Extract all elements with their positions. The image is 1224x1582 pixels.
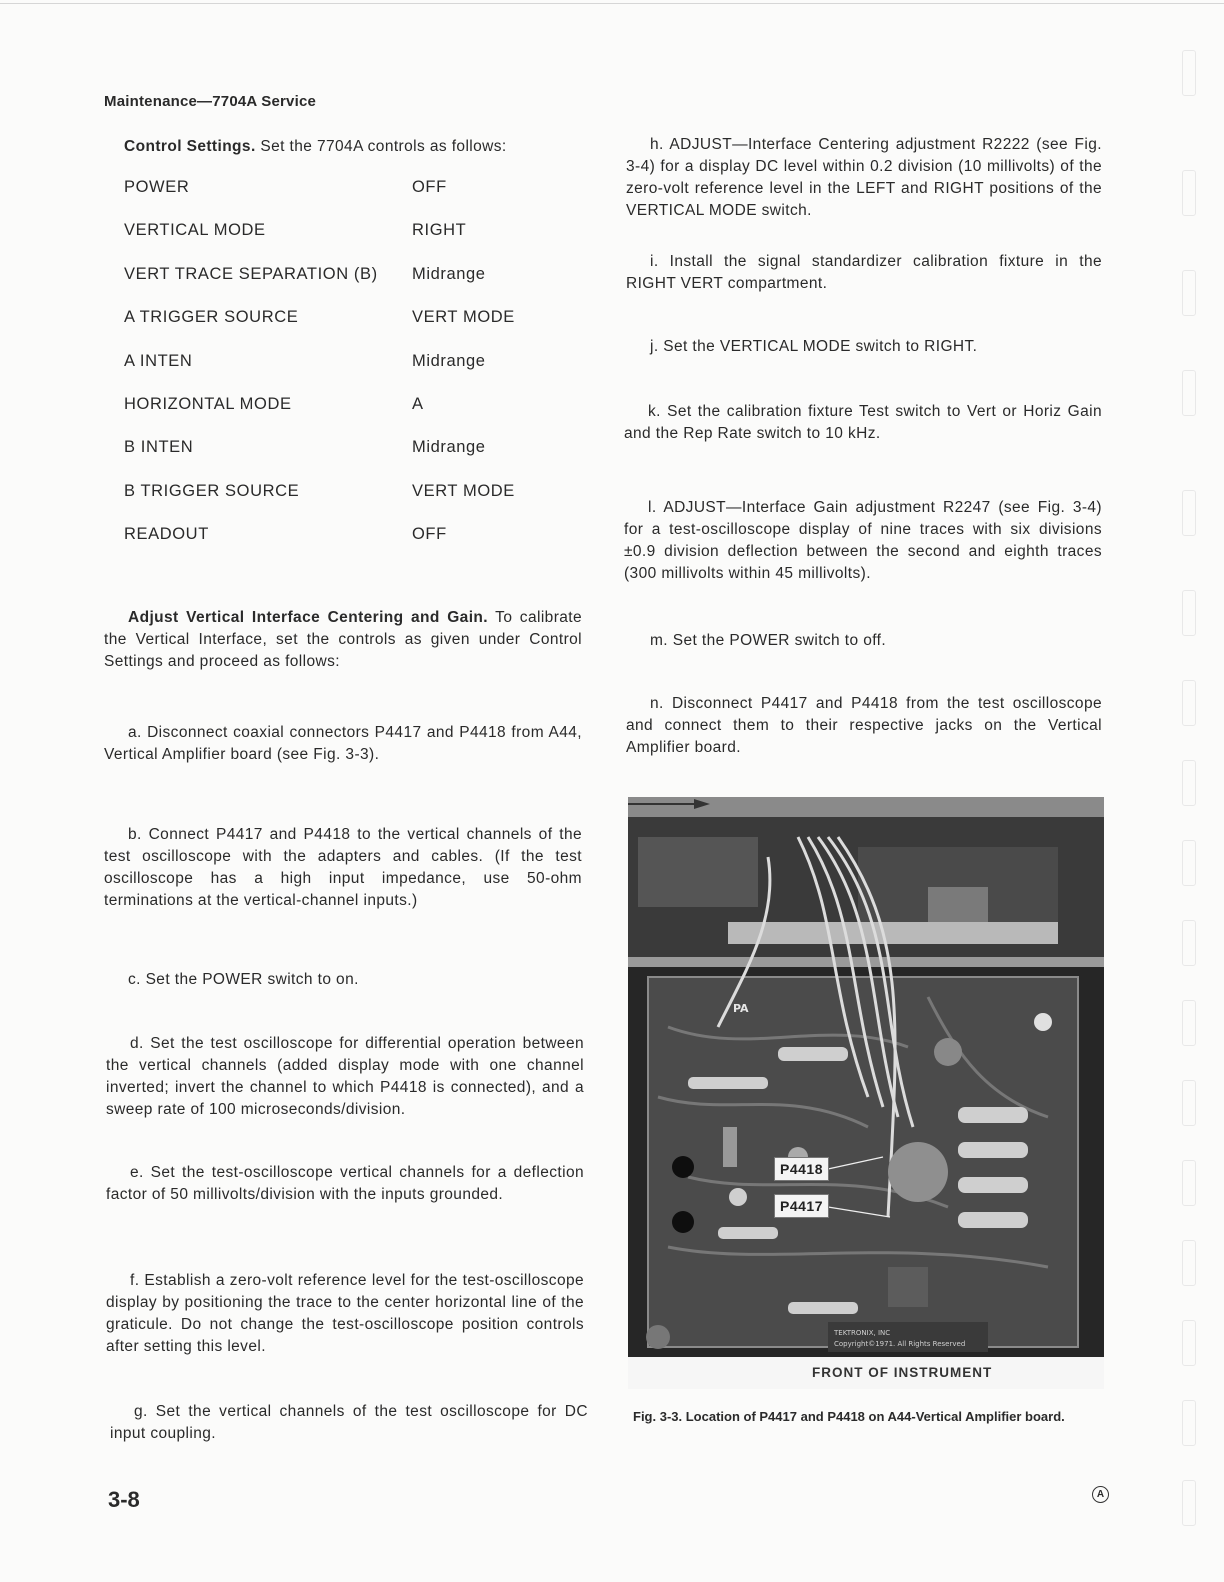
control-value: VERT MODE bbox=[412, 308, 515, 327]
settings-row bbox=[124, 178, 544, 221]
settings-row bbox=[124, 265, 544, 308]
settings-row bbox=[124, 482, 544, 525]
step-e: e. Set the test-oscilloscope vertical channels for a deflection factor of 50 millivolts/division with the inputs grounded. bbox=[106, 1164, 584, 1203]
revision-mark: A bbox=[1092, 1486, 1109, 1503]
control-name: A INTEN bbox=[124, 351, 193, 370]
control-value: A bbox=[412, 394, 424, 413]
label-p4417: P4417 bbox=[774, 1194, 829, 1218]
control-name: A TRIGGER SOURCE bbox=[124, 308, 299, 327]
arrow-right-icon bbox=[628, 797, 710, 811]
board-text-maker: TEKTRONIX, INC bbox=[834, 1329, 891, 1337]
step-m: m. Set the POWER switch to off. bbox=[650, 632, 887, 649]
step-b: b. Connect P4417 and P4418 to the vertical channels of the test oscilloscope with the adapters and cables. (If the test oscilloscope has a high input impedance, use 50-ohm terminations at the vertical-channel inputs.) bbox=[104, 826, 582, 909]
step-j: j. Set the VERTICAL MODE switch to RIGHT. bbox=[650, 338, 978, 355]
control-value: OFF bbox=[412, 525, 447, 544]
step-l: l. ADJUST—Interface Gain adjustment R2247 (see Fig. 3-4) for a test-oscilloscope display of nine traces with six divisions ±0.9 division deflection between the second and eighth traces (300 millivolts within 45 millivolts). bbox=[624, 499, 1102, 582]
settings-row bbox=[124, 308, 544, 351]
top-rule bbox=[0, 3, 1224, 4]
settings-row bbox=[124, 221, 544, 264]
control-value: VERT MODE bbox=[412, 481, 515, 500]
step-i: i. Install the signal standardizer calibration fixture in the RIGHT VERT compartment. bbox=[626, 253, 1102, 292]
control-value: Midrange bbox=[412, 438, 486, 457]
control-settings-intro bbox=[124, 136, 554, 158]
step-a: a. Disconnect coaxial connectors P4417 and P4418 from A44, Vertical Amplifier board (see Fig. 3-3). bbox=[104, 724, 582, 763]
adjust-paragraph bbox=[104, 607, 582, 673]
adjust-heading: Adjust Vertical Interface Centering and Gain. bbox=[128, 609, 488, 626]
step-n: n. Disconnect P4417 and P4418 from the test oscilloscope and connect them to their respective jacks on the Vertical Amplifier board. bbox=[626, 695, 1102, 756]
settings-row bbox=[124, 525, 544, 568]
control-value: OFF bbox=[412, 178, 447, 196]
board-label-pa: PA bbox=[733, 1002, 749, 1015]
step-g: g. Set the vertical channels of the test oscilloscope for DC input coupling. bbox=[110, 1403, 588, 1442]
label-p4418: P4418 bbox=[774, 1157, 829, 1181]
control-value: Midrange bbox=[412, 264, 486, 283]
control-name: POWER bbox=[124, 178, 190, 196]
figure-caption: Fig. 3-3. Location of P4417 and P4418 on A44-Vertical Amplifier board. bbox=[633, 1409, 1065, 1424]
front-of-instrument-label: FRONT OF INSTRUMENT bbox=[812, 1365, 993, 1380]
control-name: B TRIGGER SOURCE bbox=[124, 481, 300, 500]
step-k: k. Set the calibration fixture Test switch to Vert or Horiz Gain and the Rep Rate switch to 10 kHz. bbox=[624, 403, 1102, 442]
binder-tab-marks bbox=[1178, 30, 1198, 1530]
control-name: READOUT bbox=[124, 525, 209, 544]
adjust-text: To calibrate the Vertical Interface, set the controls as given under Control Settings and proceed as follows: bbox=[104, 609, 582, 670]
vertical-amplifier-board-photo bbox=[628, 797, 1104, 1389]
settings-row bbox=[124, 352, 544, 395]
control-settings-heading: Control Settings. bbox=[124, 138, 256, 155]
step-c: c. Set the POWER switch to on. bbox=[128, 971, 359, 988]
step-f: f. Establish a zero-volt reference level for the test-oscilloscope display by positioning the trace to the center horizontal line of the graticule. Do not change the test-oscilloscope position controls after setting this level. bbox=[106, 1272, 584, 1355]
running-header: Maintenance—7704A Service bbox=[104, 93, 317, 110]
board-illustration bbox=[628, 797, 1104, 1357]
board-text-copyright: Copyright©1971. All Rights Reserved bbox=[834, 1340, 966, 1348]
step-d: d. Set the test oscilloscope for differential operation between the vertical channels (added display mode with one channel inverted; invert the channel to which P4418 is connected), and a sweep rate of 100 microseconds/division. bbox=[106, 1035, 584, 1118]
control-value: Midrange bbox=[412, 351, 486, 370]
control-settings-table bbox=[124, 178, 544, 569]
settings-row bbox=[124, 438, 544, 481]
page-number: 3-8 bbox=[108, 1487, 140, 1512]
control-name: VERTICAL MODE bbox=[124, 221, 266, 240]
control-name: VERT TRACE SEPARATION (B) bbox=[124, 264, 378, 283]
control-settings-intro-text: Set the 7704A controls as follows: bbox=[255, 138, 507, 155]
settings-row bbox=[124, 395, 544, 438]
step-h: h. ADJUST—Interface Centering adjustment R2222 (see Fig. 3-4) for a display DC level within 0.2 division (10 millivolts) of the zero-volt reference level in the LEFT and RIGHT positions of the VERTICAL MODE switch. bbox=[626, 136, 1102, 219]
control-name: HORIZONTAL MODE bbox=[124, 394, 292, 413]
control-name: B INTEN bbox=[124, 438, 194, 457]
control-value: RIGHT bbox=[412, 221, 467, 240]
